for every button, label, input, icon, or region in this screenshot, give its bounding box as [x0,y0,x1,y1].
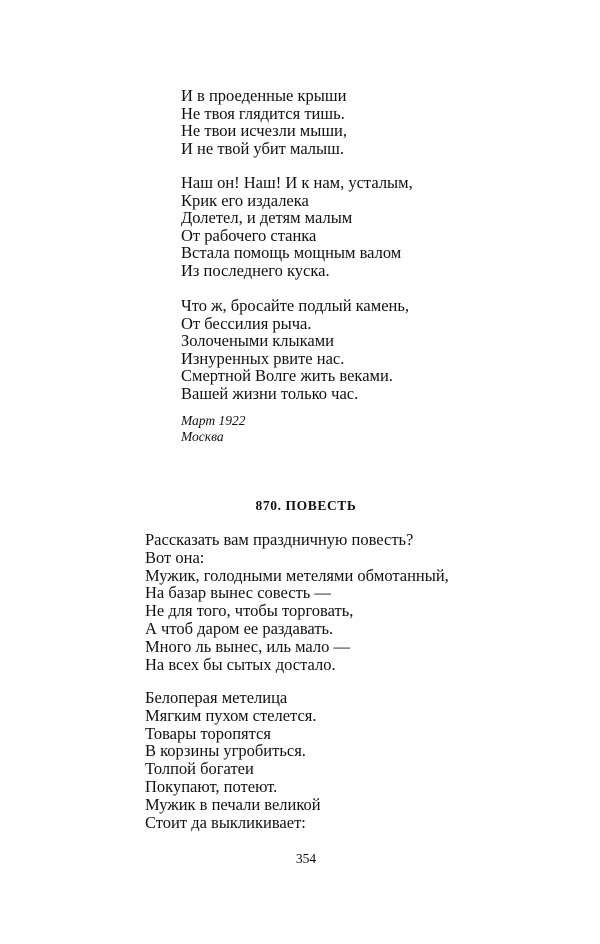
stanza-3 [181,297,409,403]
verse-line: Мягким пухом стелется. [145,705,317,725]
verse-line: Из последнего куска. [181,260,330,280]
verse-line: Мужик в печали великой [145,794,321,814]
verse-line: Много ль вынес, иль мало — [145,636,351,656]
verse-line: Толпой богатеи [145,759,254,779]
verse-line: Крик его издалека [181,190,309,210]
verse-line: Что ж, бросайте подлый камень, [181,296,409,315]
verse-line: Покупают, потеют. [145,776,278,796]
verse-line: Смертной Волге жить веками. [181,366,393,386]
page-number: 354 [295,851,317,866]
verse-line: Рассказать вам праздничную повесть? [145,530,414,549]
verse-line: На всех бы сытых достало. [145,654,336,674]
stanza-2 [181,174,413,280]
stanza-1 [181,87,347,157]
verse-line: Долетел, и детям малым [181,208,353,228]
stanza-4 [145,531,449,673]
verse-line: Наш он! Наш! И к нам, усталым, [181,173,413,192]
verse-line: И не твой убит малыш. [181,138,344,158]
verse-line: И в проеденные крыши [181,86,347,105]
verse-line: Вот она: [145,547,205,567]
stanza-5 [145,689,321,831]
verse-line: От бессилия рыча. [181,313,312,333]
verse-line: Мужик, голодными метелями обмотанный, [145,565,449,585]
verse-line: Не твоя глядится тишь. [181,103,345,123]
verse-line: Золочеными клыками [181,331,334,351]
verse-line: На базар вынес совесть — [145,583,331,603]
verse-line: От рабочего станка [181,225,317,245]
poem-title: 870. ПОВЕСТЬ [255,498,357,513]
verse-line: Встала помощь мощным валом [181,243,402,263]
verse-line: Изнуренных рвите нас. [181,348,345,368]
poem-dateline [181,413,246,445]
verse-line: Стоит да выкликивает: [145,812,306,832]
poem-date: Март 1922 [181,413,246,428]
poem-place: Москва [181,429,224,444]
verse-line: Не для того, чтобы торговать, [145,601,354,621]
verse-line: В корзины угробиться. [145,741,306,761]
verse-line: Вашей жизни только час. [181,383,359,403]
verse-line: Не твои исчезли мыши, [181,121,347,141]
verse-line: А чтоб даром ее раздавать. [145,618,334,638]
verse-line: Белоперая метелица [145,688,288,707]
verse-line: Товары торопятся [145,723,271,743]
